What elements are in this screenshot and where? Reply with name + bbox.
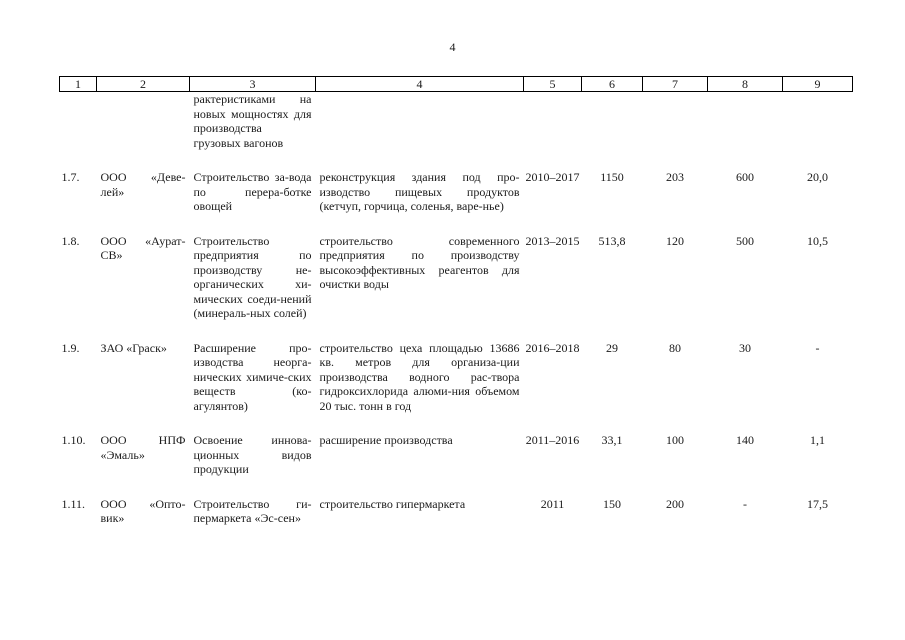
value-cell-7: 120 bbox=[666, 233, 684, 248]
value-cell-6: 513,8 bbox=[598, 233, 626, 248]
project-name-cell: Строительство ги-пермаркета «Эс-сен» bbox=[193, 496, 312, 525]
value-cell-6: 150 bbox=[603, 496, 621, 511]
period-cell: 2016–2018 bbox=[525, 340, 580, 355]
project-description-cell: реконструкция здания под про-изводство пищевых продуктов (кетчуп, горчица, соленья, варе-нье) bbox=[319, 170, 520, 213]
value-cell-8: 30 bbox=[739, 340, 751, 355]
value-cell-8: - bbox=[743, 496, 747, 511]
column-header: 5 bbox=[524, 77, 582, 92]
project-name-cell: Расширение про-изводства неорга-нических химиче-ских веществ (ко-агулянтов) bbox=[193, 340, 312, 413]
table-row bbox=[60, 495, 853, 526]
value-cell-7: 200 bbox=[666, 496, 684, 511]
company-cell: ООО «Аурат-СВ» bbox=[100, 233, 186, 262]
project-description-cell: расширение производства bbox=[319, 433, 453, 447]
value-cell-8: 140 bbox=[736, 433, 754, 447]
column-header: 9 bbox=[783, 77, 853, 92]
table-row bbox=[60, 339, 853, 432]
value-cell-9: 20,0 bbox=[807, 170, 828, 184]
value-cell-9: - bbox=[815, 340, 820, 355]
column-number-header-row bbox=[60, 77, 853, 92]
table-row-continuation bbox=[60, 92, 853, 169]
investment-projects-table bbox=[59, 76, 853, 526]
project-name-cell: Строительство предприятия по производству не-органических хи-мических соеди-нений (минераль-ных солей) bbox=[193, 233, 312, 320]
project-description-cell: строительство цеха площадью 13686 кв. метров для организа-ции производства водного рас-твора гидроксихлорида алюми-ния объемом 20 тыс. тонн в год bbox=[319, 340, 520, 413]
column-header: 6 bbox=[582, 77, 643, 92]
value-cell-8: 600 bbox=[736, 170, 754, 184]
table-row bbox=[60, 431, 853, 495]
company-cell: ООО «Деве-лей» bbox=[100, 170, 186, 199]
column-header: 4 bbox=[316, 77, 524, 92]
period-cell: 2011–2016 bbox=[525, 433, 580, 447]
row-number-cell: 1.11. bbox=[61, 496, 86, 511]
value-cell-9: 1,1 bbox=[810, 433, 825, 447]
period-cell: 2010–2017 bbox=[525, 170, 580, 184]
value-cell-9: 17,5 bbox=[807, 496, 828, 511]
value-cell-9: 10,5 bbox=[807, 233, 828, 248]
value-cell-6: 33,1 bbox=[601, 433, 623, 447]
page-number: 4 bbox=[449, 40, 456, 54]
column-header: 8 bbox=[708, 77, 783, 92]
value-cell-6: 29 bbox=[606, 340, 618, 355]
company-cell: ООО НПФ «Эмаль» bbox=[100, 433, 186, 462]
value-cell-7: 203 bbox=[666, 170, 684, 184]
company-cell: ЗАО «Граск» bbox=[100, 340, 167, 355]
column-header: 2 bbox=[97, 77, 190, 92]
project-name-cell: рактеристиками на новых мощностях для производства грузовых вагонов bbox=[193, 92, 312, 150]
value-cell-8: 500 bbox=[736, 233, 754, 248]
project-description-cell: строительство гипермаркета bbox=[319, 496, 466, 511]
period-cell: 2013–2015 bbox=[525, 233, 580, 248]
column-header: 1 bbox=[60, 77, 97, 92]
value-cell-6: 1150 bbox=[600, 170, 624, 184]
row-number-cell: 1.7. bbox=[61, 170, 80, 184]
column-header: 3 bbox=[190, 77, 316, 92]
row-number-cell: 1.8. bbox=[61, 233, 80, 248]
table-row bbox=[60, 232, 853, 339]
column-header: 7 bbox=[643, 77, 708, 92]
table-row bbox=[60, 168, 853, 232]
row-number-cell: 1.10. bbox=[61, 433, 86, 447]
project-description-cell: строительство современного предприятия по производству высокоэффективных реагентов для очистки воды bbox=[319, 233, 520, 291]
period-cell: 2011 bbox=[540, 496, 565, 511]
project-name-cell: Строительство за-вода по перера-ботке овощей bbox=[193, 170, 312, 213]
project-name-cell: Освоение иннова-ционных видов продукции bbox=[193, 433, 312, 476]
value-cell-7: 80 bbox=[669, 340, 681, 355]
company-cell: ООО «Опто-вик» bbox=[100, 496, 186, 525]
value-cell-7: 100 bbox=[666, 433, 684, 447]
row-number-cell: 1.9. bbox=[61, 340, 80, 355]
